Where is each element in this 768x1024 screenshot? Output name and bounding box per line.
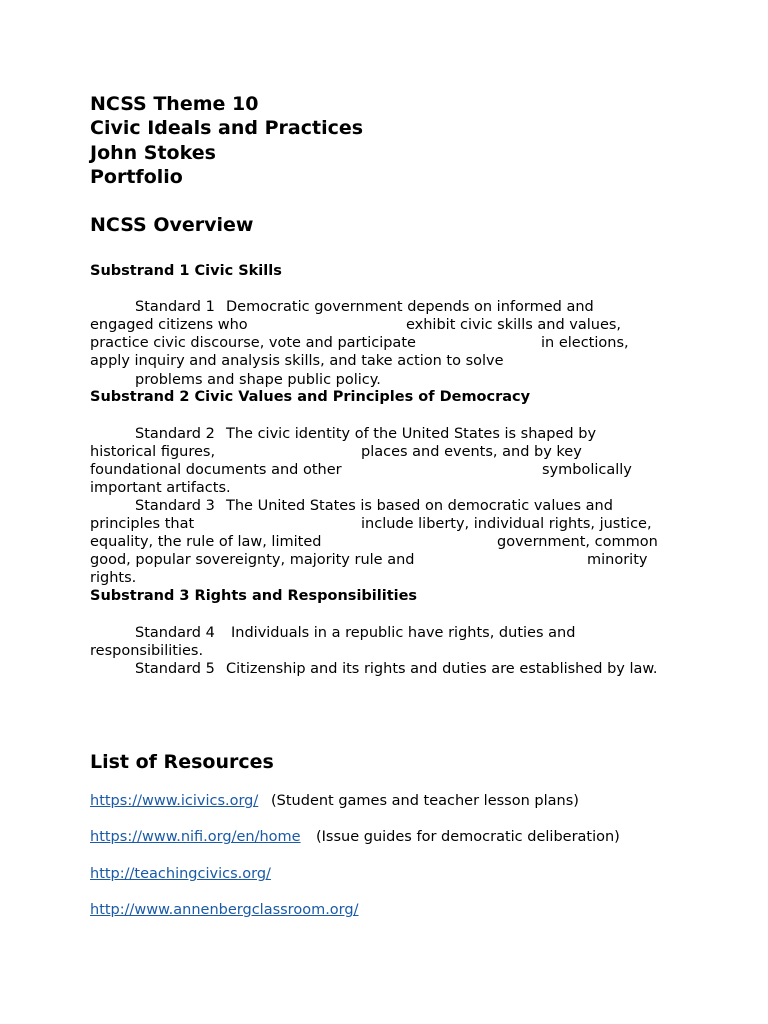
standard-3-text: equality, the rule of law, limited	[90, 534, 322, 550]
standard-3-text: rights.	[90, 570, 137, 586]
standard-3-text: principles that	[90, 516, 195, 532]
standard-3-text: good, popular sovereignty, majority rule and	[90, 552, 415, 568]
standard-1-text: engaged citizens who	[90, 317, 248, 333]
standard-2-text: important artifacts.	[90, 480, 231, 496]
doc-type: Portfolio	[90, 166, 183, 188]
standard-1-text: problems and shape public policy.	[135, 372, 381, 388]
resource-note: (Student games and teacher lesson plans)	[271, 793, 579, 809]
standard-4-label: Standard 4	[135, 625, 215, 641]
standard-2-text: historical figures,	[90, 444, 216, 460]
standard-1-text: apply inquiry and analysis skills, and take action to solve	[90, 353, 504, 369]
resource-link-annenberg[interactable]: http://www.annenbergclassroom.org/	[90, 902, 359, 918]
standard-5-text: Citizenship and its rights and duties are established by law.	[226, 661, 658, 677]
section-heading-resources: List of Resources	[90, 751, 274, 773]
standard-3-label: Standard 3	[135, 498, 215, 514]
resource-link-nifi[interactable]: https://www.nifi.org/en/home	[90, 829, 301, 845]
section-heading-overview: NCSS Overview	[90, 214, 254, 236]
resource-note: (Issue guides for democratic deliberation)	[316, 829, 620, 845]
standard-2-text: symbolically	[542, 462, 632, 478]
standard-2-text: places and events, and by key	[361, 444, 582, 460]
standard-4-text: Individuals in a republic have rights, duties and	[231, 625, 576, 641]
standard-2-text: foundational documents and other	[90, 462, 342, 478]
standard-1-text: practice civic discourse, vote and participate	[90, 335, 416, 351]
resource-link-icivics[interactable]: https://www.icivics.org/	[90, 793, 259, 809]
standard-1-label: Standard 1	[135, 299, 215, 315]
doc-title-subject: Civic Ideals and Practices	[90, 117, 364, 139]
standard-1-text: Democratic government depends on informed and	[226, 299, 594, 315]
standard-2-label: Standard 2	[135, 426, 215, 442]
resource-link-teachingcivics[interactable]: http://teachingcivics.org/	[90, 866, 271, 882]
standard-1-text: in elections,	[541, 335, 629, 351]
standard-3-text: The United States is based on democratic values and	[226, 498, 613, 514]
doc-author: John Stokes	[90, 142, 216, 164]
standard-2-text: The civic identity of the United States is shaped by	[226, 426, 597, 442]
standard-3-text: include liberty, individual rights, justice,	[361, 516, 652, 532]
standard-3-text: minority	[587, 552, 648, 568]
standard-3-text: government, common	[497, 534, 658, 550]
substrand-1-heading: Substrand 1 Civic Skills	[90, 263, 282, 279]
standard-4-text: responsibilities.	[90, 643, 204, 659]
standard-1-text: exhibit civic skills and values,	[406, 317, 622, 333]
standard-5-label: Standard 5	[135, 661, 215, 677]
substrand-3-heading: Substrand 3 Rights and Responsibilities	[90, 588, 418, 604]
doc-title-theme: NCSS Theme 10	[90, 93, 259, 115]
substrand-2-heading: Substrand 2 Civic Values and Principles of Democracy	[90, 389, 531, 405]
